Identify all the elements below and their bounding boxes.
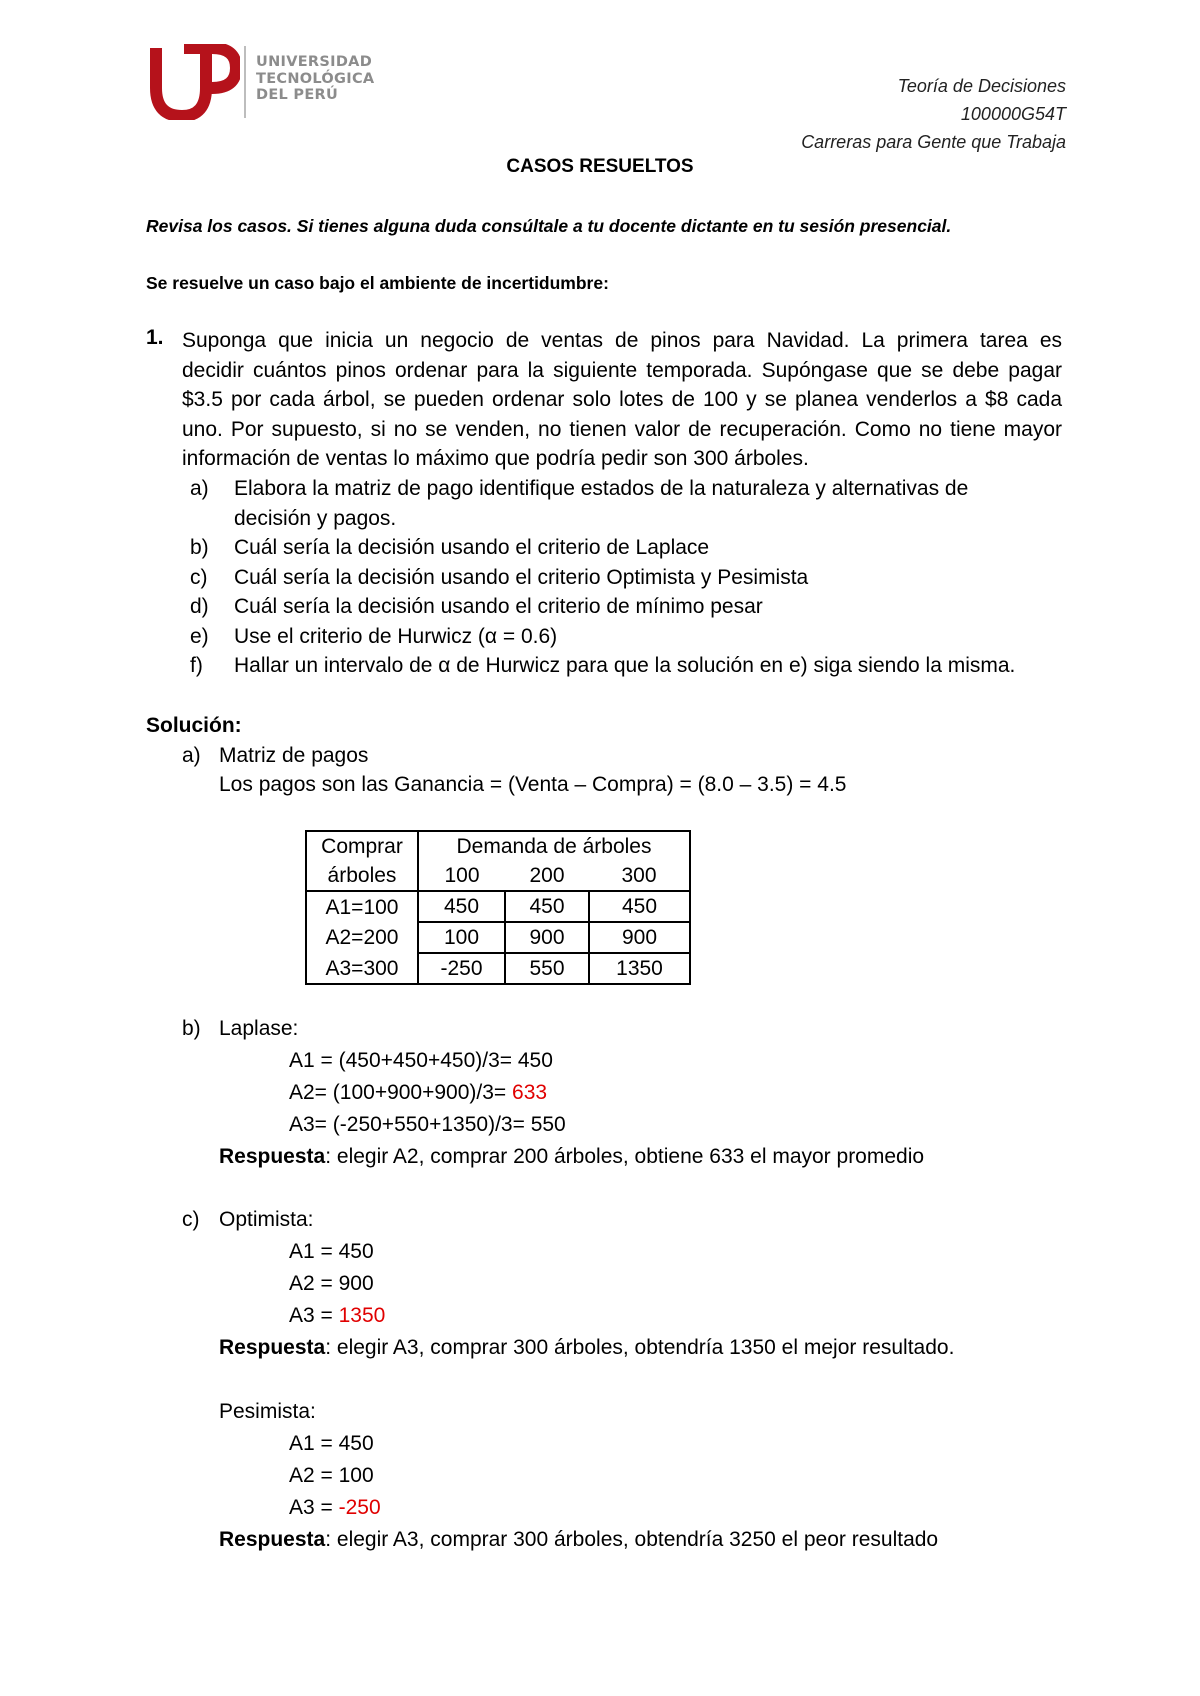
table-cell: 900 — [589, 922, 690, 953]
context-text: Se resuelve un caso bajo el ambiente de incertidumbre: — [146, 273, 609, 293]
question-item-b — [190, 533, 1070, 563]
optimista-title: Optimista: — [219, 1208, 314, 1231]
table-corner-top: Comprar — [306, 831, 418, 861]
calc-text: A2= (100+900+900)/3= — [289, 1081, 513, 1104]
logo-line-1: UNIVERSIDAD — [256, 54, 373, 70]
calc-text: A1 = 450 — [289, 1432, 374, 1455]
program-name: Carreras para Gente que Trabaja — [801, 132, 1066, 152]
answer-text: : elegir A2, comprar 200 árboles, obtiene 633 el mayor promedio — [325, 1145, 925, 1168]
question-line: decidir cuántos pinos ordenar para la siguiente temporada. Supóngase que se debe pagar — [182, 358, 1062, 382]
table-cell: 550 — [505, 953, 589, 984]
logo-line-3: DEL PERÚ — [256, 87, 339, 103]
answer-label: Respuesta — [219, 1528, 326, 1551]
item-text: Cuál sería la decisión usando el criterio de Laplace — [234, 536, 710, 559]
answer-text: : elegir A3, comprar 300 árboles, obtendría 1350 el mejor resultado. — [325, 1336, 955, 1359]
item-label: e) — [190, 625, 209, 648]
optimista-line-a3 — [289, 1304, 385, 1328]
row-label: A3=300 — [306, 953, 418, 984]
question-item-e — [190, 622, 1070, 652]
payoff-formula: Los pagos son las Ganancia = (Venta – Compra) = (8.0 – 3.5) = 4.5 — [219, 773, 847, 796]
calc-text: A1 = 450 — [289, 1240, 374, 1263]
question-line: uno. Por supuesto, si no se venden, no tienen valor de recuperación. Como no tiene mayor — [182, 417, 1062, 441]
item-label: b) — [190, 536, 209, 559]
row-label: A2=200 — [306, 922, 418, 953]
solution-a-label: a) — [182, 744, 201, 767]
laplace-line-a1 — [289, 1049, 553, 1073]
laplace-line-a3 — [289, 1113, 566, 1137]
laplace-title: Laplase: — [219, 1017, 299, 1040]
calc-text: A3= (-250+550+1350)/3= 550 — [289, 1113, 566, 1136]
question-line: $3.5 por cada árbol, se pueden ordenar solo lotes de 100 y se planea venderlos a $8 cada — [182, 388, 1062, 411]
item-label: c) — [190, 566, 208, 589]
table-cell: 450 — [589, 891, 690, 922]
pesimista-answer — [219, 1528, 938, 1552]
optimista-line-a1 — [289, 1240, 374, 1264]
item-text: Use el criterio de Hurwicz (α = 0.6) — [234, 625, 558, 648]
logo-divider — [244, 46, 246, 118]
item-text: Cuál sería la decisión usando el criterio de mínimo pesar — [234, 595, 763, 618]
item-label: f) — [190, 654, 203, 677]
answer-text: : elegir A3, comprar 300 árboles, obtendría 3250 el peor resultado — [325, 1528, 939, 1551]
question-item-d — [190, 592, 1070, 622]
solution-a-title: Matriz de pagos — [219, 744, 369, 767]
column-header: 100 — [418, 861, 505, 891]
item-label: d) — [190, 595, 209, 618]
item-text: Hallar un intervalo de α de Hurwicz para que la solución en e) siga siendo la misma. — [234, 654, 1016, 677]
calc-text: A2 = 100 — [289, 1464, 374, 1487]
item-text: Elabora la matriz de pago identifique estados de la naturaleza y alternativas de — [234, 477, 969, 500]
optimista-answer — [219, 1336, 954, 1360]
course-header — [801, 72, 1066, 156]
solution-c-label: c) — [182, 1208, 200, 1231]
row-label: A1=100 — [306, 891, 418, 922]
laplace-line-a2 — [289, 1081, 547, 1105]
calc-text: A3 = — [289, 1304, 339, 1327]
table-cell: 1350 — [589, 953, 690, 984]
question-item-f — [190, 651, 1090, 681]
payoff-matrix — [305, 830, 691, 985]
course-name: Teoría de Decisiones — [897, 76, 1066, 96]
logo-text — [256, 54, 374, 104]
pesimista-title: Pesimista: — [219, 1400, 316, 1423]
item-text: decisión y pagos. — [234, 506, 397, 530]
table-cell: -250 — [418, 953, 505, 984]
solution-heading: Solución: — [146, 714, 242, 737]
calc-highlight: 633 — [512, 1081, 548, 1104]
question-text — [182, 326, 1062, 474]
calc-text: A1 = (450+450+450)/3= 450 — [289, 1049, 553, 1072]
page-title: CASOS RESUELTOS — [506, 156, 694, 177]
solution-b-label: b) — [182, 1017, 201, 1040]
calc-text: A2 = 900 — [289, 1272, 374, 1295]
table-cell: 450 — [505, 891, 589, 922]
question-number: 1. — [146, 326, 164, 349]
answer-label: Respuesta — [219, 1145, 326, 1168]
question-line: información de ventas lo máximo que podría pedir son 300 árboles. — [182, 447, 809, 470]
table-row — [306, 953, 690, 984]
question-item-a — [190, 474, 1070, 534]
table-row — [306, 922, 690, 953]
table-header-row — [306, 831, 690, 861]
calc-text: A3 = — [289, 1496, 339, 1519]
item-text: Cuál sería la decisión usando el criterio Optimista y Pesimista — [234, 566, 809, 589]
item-label: a) — [190, 477, 209, 500]
table-cell: 900 — [505, 922, 589, 953]
answer-label: Respuesta — [219, 1336, 326, 1359]
calc-highlight: 1350 — [338, 1304, 386, 1327]
university-logo — [150, 44, 390, 120]
calc-highlight: -250 — [338, 1496, 381, 1519]
demand-header: Demanda de árboles — [418, 831, 690, 861]
optimista-line-a2 — [289, 1272, 374, 1296]
table-columns-row — [306, 861, 690, 891]
table-cell: 450 — [418, 891, 505, 922]
question-line: Suponga que inicia un negocio de ventas de pinos para Navidad. La primera tarea es — [182, 329, 1062, 352]
table-cell: 100 — [418, 922, 505, 953]
utp-logo-icon — [150, 44, 240, 120]
column-header: 300 — [589, 861, 690, 891]
course-code: 100000G54T — [960, 104, 1066, 124]
pesimista-line-a2 — [289, 1464, 374, 1488]
table-corner-bottom: árboles — [306, 861, 418, 891]
pesimista-line-a1 — [289, 1432, 374, 1456]
question-item-c — [190, 563, 1070, 593]
table-row — [306, 891, 690, 922]
pesimista-line-a3 — [289, 1496, 381, 1520]
column-header: 200 — [505, 861, 589, 891]
instruction-text: Revisa los casos. Si tienes alguna duda consúltale a tu docente dictante en tu sesión presencial. — [146, 216, 952, 236]
laplace-answer — [219, 1145, 924, 1169]
logo-line-2: TECNOLÓGICA — [256, 70, 375, 87]
